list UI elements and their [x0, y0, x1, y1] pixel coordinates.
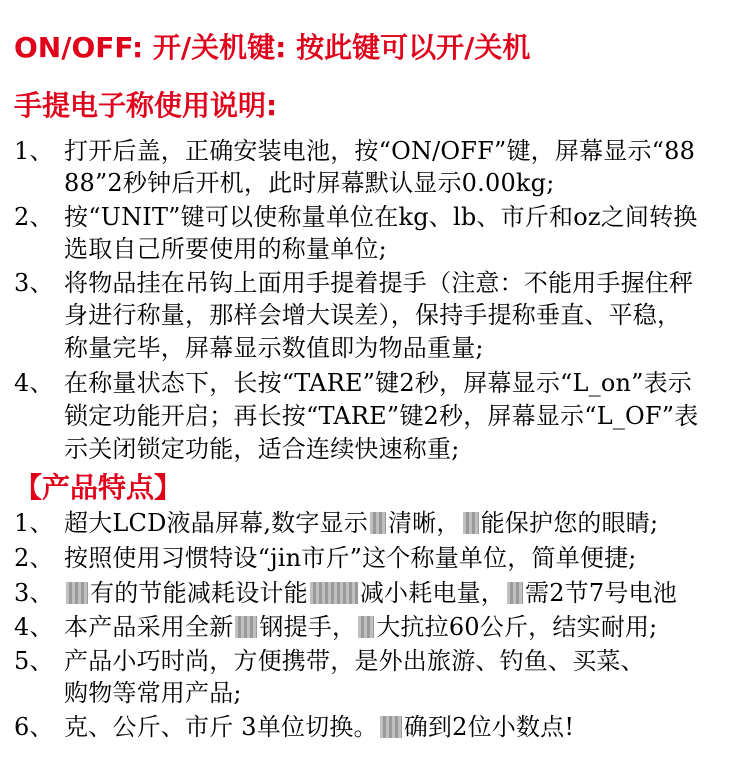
features-title: 【产品特点】 — [14, 471, 183, 504]
feature-1-segment-1: 超大LCD液晶屏幕,数字显示 — [64, 509, 368, 537]
obscured-text-block — [463, 512, 479, 534]
manual-item-4-line-3: 示关闭锁定功能，适合连续快速称重; — [64, 435, 460, 463]
obscured-text-block — [380, 716, 402, 738]
feature-6-segment-1: 克、公斤、市斤 3单位切换。 — [64, 713, 378, 741]
feature-6-segment-2: 确到2位小数点! — [403, 713, 575, 741]
feature-1-text — [64, 508, 658, 538]
feature-4-text — [64, 612, 657, 642]
feature-3-text — [64, 578, 677, 608]
manual-item-1-number: 1、 — [14, 137, 54, 165]
manual-item-4-line-1: 在称量状态下，长按“TARE”键2秒，屏幕显示“L_on”表示 — [64, 369, 693, 397]
obscured-text-block — [66, 582, 88, 604]
feature-4-number: 4、 — [14, 613, 54, 641]
manual-item-2-line-1: 按“UNIT”键可以使称量单位在kg、lb、市斤和oz之间转换 — [64, 203, 698, 231]
obscured-text-block — [507, 582, 523, 604]
manual-item-4-line-2: 锁定功能开启；再长按“TARE”键2秒，屏幕显示“L_OF”表 — [64, 402, 699, 430]
manual-item-3-line-2: 身进行称量，那样会增大误差），保持手提称垂直、平稳， — [64, 301, 682, 329]
manual-title: 手提电子称使用说明: — [14, 89, 278, 122]
feature-2-number: 2、 — [14, 544, 54, 572]
feature-6-text — [64, 712, 574, 742]
feature-4-segment-1: 本产品采用全新 — [64, 613, 234, 641]
manual-item-4-number: 4、 — [14, 369, 54, 397]
obscured-text-block — [358, 616, 374, 638]
feature-3-segment-3: 需2节7号电池 — [525, 579, 677, 607]
feature-1-segment-3: 能保护您的眼睛; — [480, 509, 659, 537]
manual-item-3-line-1: 将物品挂在吊钩上面用手提着提手（注意：不能用手握住秤 — [64, 269, 694, 297]
feature-1-number: 1、 — [14, 509, 54, 537]
feature-3-segment-2: 减小耗电量， — [359, 579, 506, 607]
feature-4-segment-3: 大抗拉60公斤，结实耐用; — [376, 613, 658, 641]
feature-5-line-1: 产品小巧时尚，方便携带，是外出旅游、钓鱼、买菜、 — [64, 647, 645, 675]
manual-item-3-number: 3、 — [14, 269, 54, 297]
feature-4-segment-2: 钢提手， — [259, 613, 357, 641]
obscured-text-block — [235, 616, 257, 638]
manual-item-2-line-2: 选取自己所要使用的称量单位; — [64, 235, 387, 263]
obscured-text-block — [310, 582, 358, 604]
feature-3-segment-1: 有的节能减耗设计能 — [90, 579, 308, 607]
feature-5-line-2: 购物等常用产品; — [64, 679, 242, 707]
manual-item-2-number: 2、 — [14, 203, 54, 231]
feature-2-text: 按照使用习惯特设“jin市斤”这个称量单位，简单便捷; — [64, 544, 637, 572]
feature-6-number: 6、 — [14, 713, 54, 741]
obscured-text-block — [370, 512, 386, 534]
power-key-note: ON/OFF: 开/关机键: 按此键可以开/关机 — [14, 31, 531, 64]
feature-5-number: 5、 — [14, 647, 54, 675]
manual-item-1-line-1: 打开后盖，正确安装电池，按“ON/OFF”键，屏幕显示“88 — [64, 137, 696, 165]
manual-item-1-line-2: 88”2秒钟后开机，此时屏幕默认显示0.00kg; — [64, 169, 555, 197]
manual-item-3-line-3: 称量完毕，屏幕显示数值即为物品重量; — [64, 334, 484, 362]
feature-3-number: 3、 — [14, 579, 54, 607]
feature-1-segment-2: 清晰， — [387, 509, 461, 537]
